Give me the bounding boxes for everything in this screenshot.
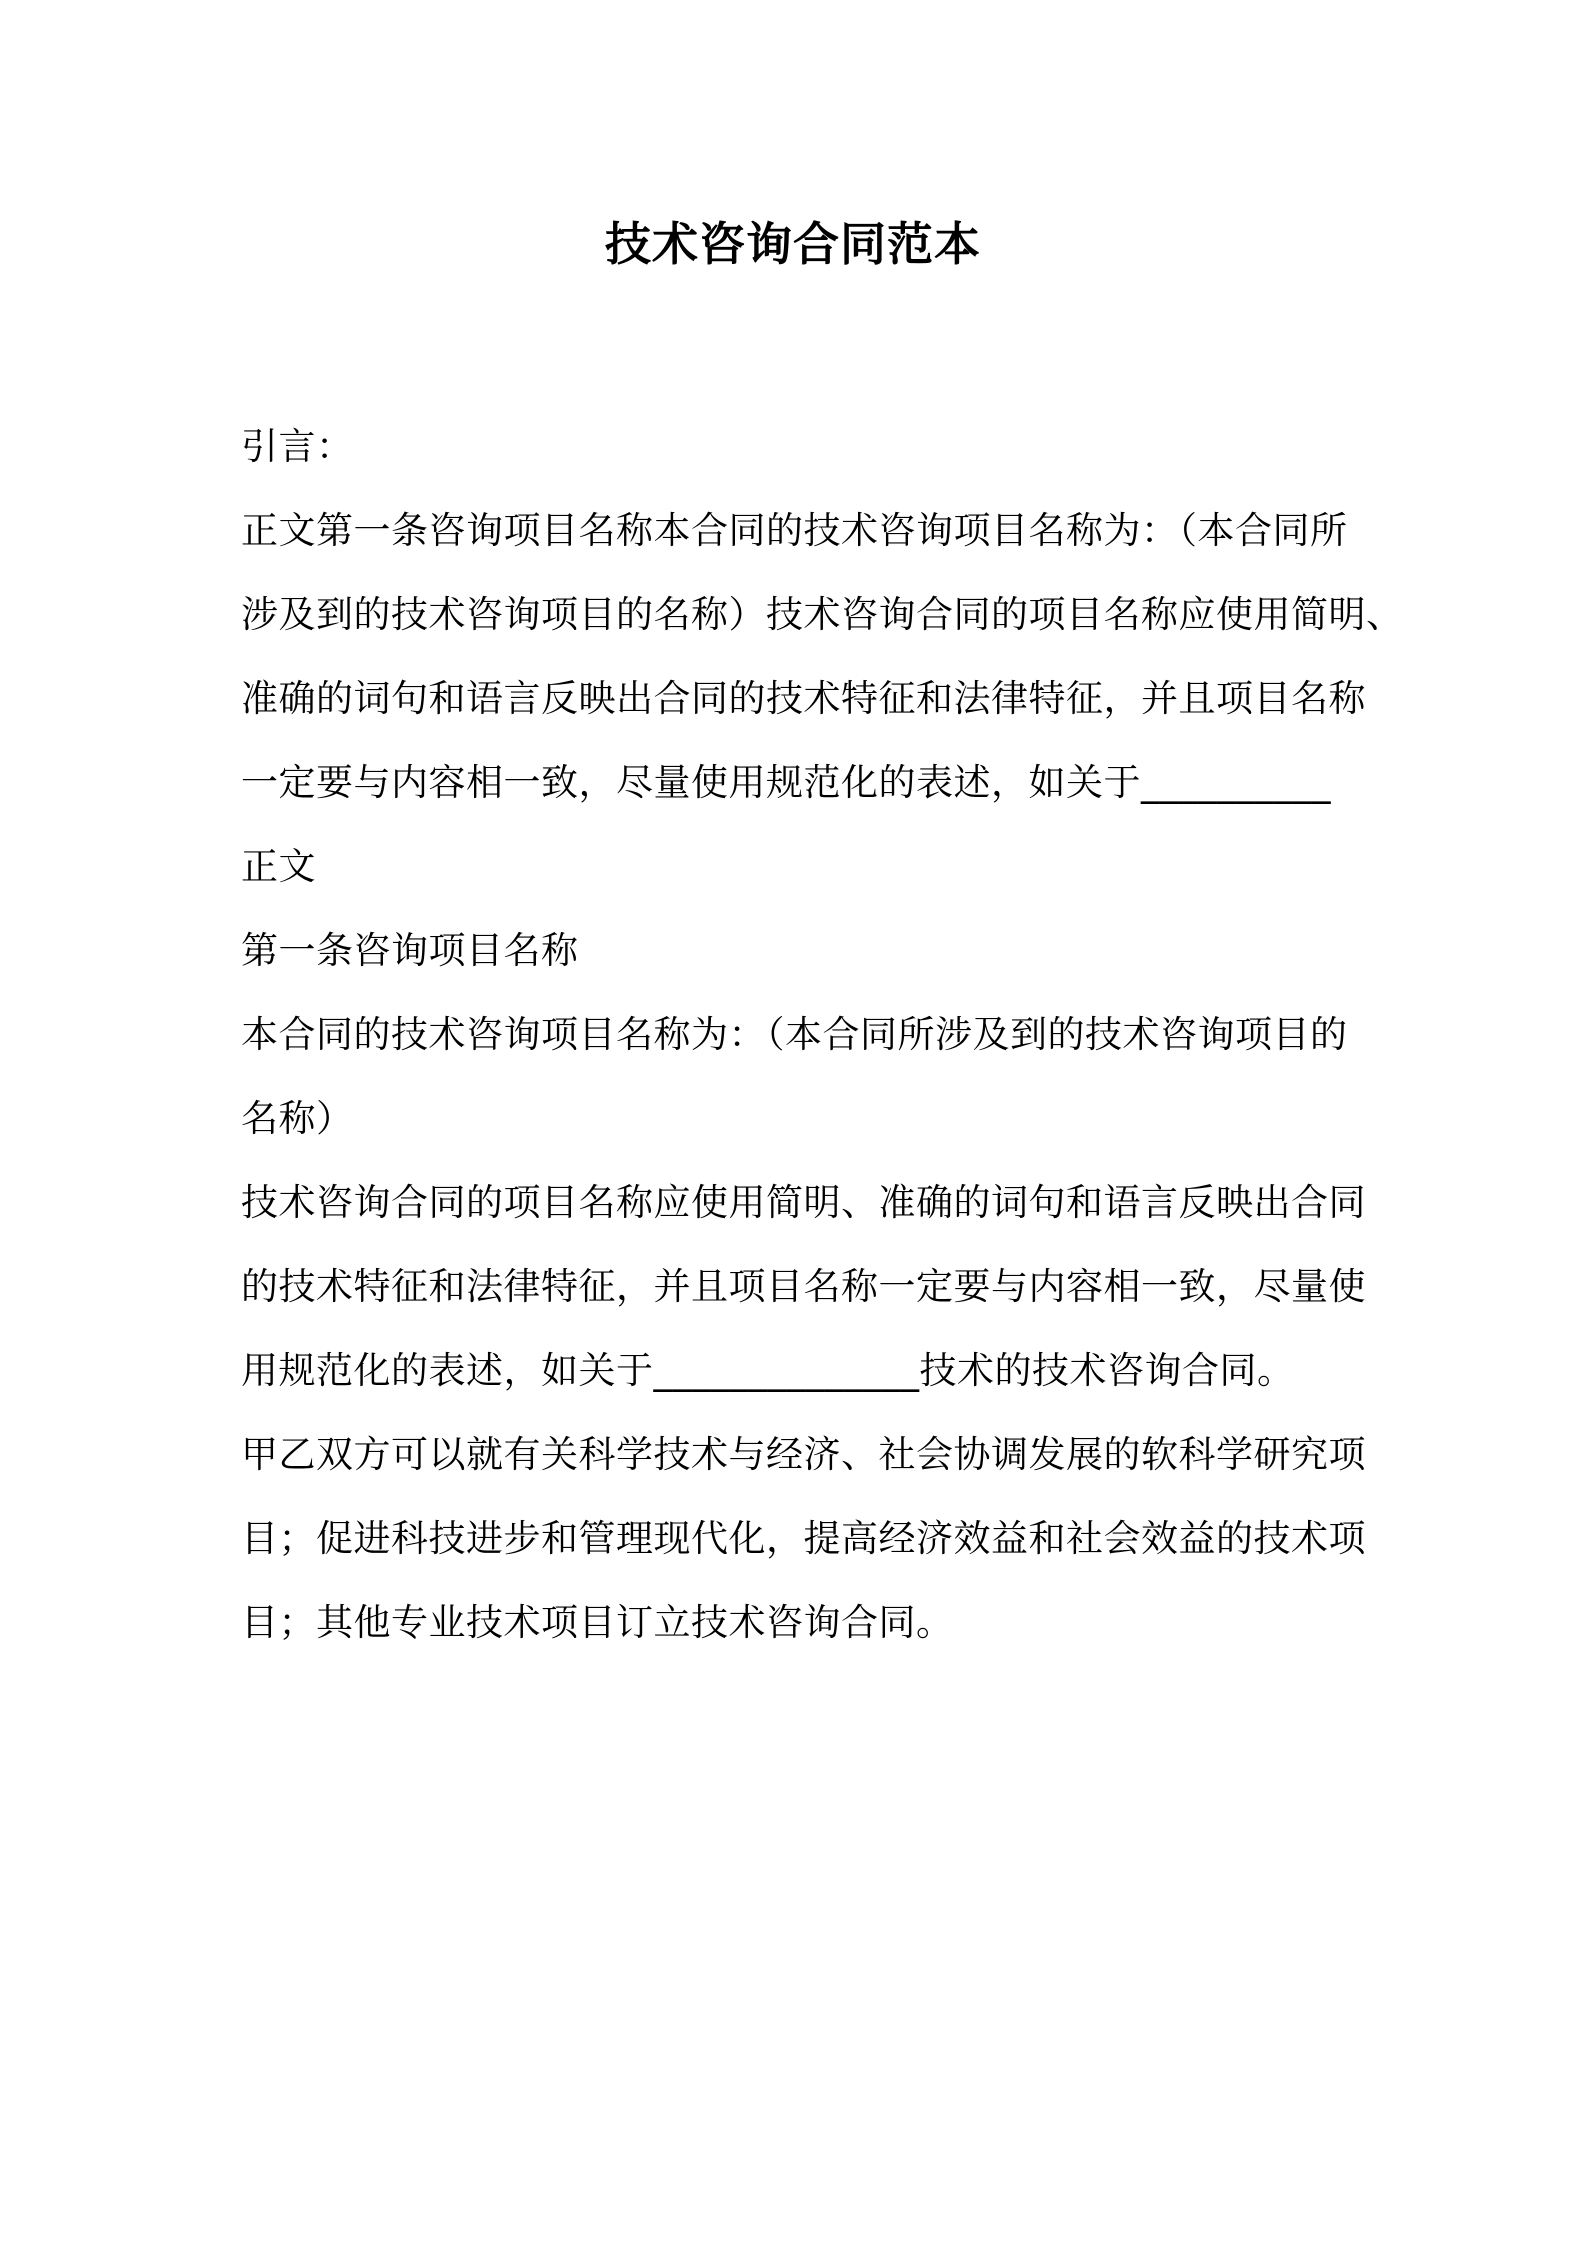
body-line: 名称） xyxy=(241,1097,354,1140)
body-line: 用规范化的表述，如关于______________技术的技术咨询合同。 xyxy=(241,1349,1295,1392)
body-line: 目；其他专业技术项目订立技术咨询合同。 xyxy=(241,1601,954,1644)
body-line-intro: 引言： xyxy=(241,425,354,468)
body-line: 涉及到的技术咨询项目的名称）技术咨询合同的项目名称应使用简明、 xyxy=(241,593,1404,636)
body-line: 准确的词句和语言反映出合同的技术特征和法律特征，并且项目名称 xyxy=(241,677,1366,720)
article-heading-1: 第一条咨询项目名称 xyxy=(241,929,579,972)
body-line: 的技术特征和法律特征，并且项目名称一定要与内容相一致，尽量使 xyxy=(241,1265,1366,1308)
body-line: 甲乙双方可以就有关科学技术与经济、社会协调发展的软科学研究项 xyxy=(241,1433,1366,1476)
body-line: 正文第一条咨询项目名称本合同的技术咨询项目名称为：（本合同所 xyxy=(241,509,1348,552)
document-title: 技术咨询合同范本 xyxy=(605,217,981,271)
body-line: 一定要与内容相一致，尽量使用规范化的表述，如关于__________ xyxy=(241,761,1331,804)
document-body xyxy=(241,405,1404,1665)
section-heading-main-text: 正文 xyxy=(241,845,316,888)
body-line: 技术咨询合同的项目名称应使用简明、准确的词句和语言反映出合同 xyxy=(241,1181,1366,1224)
body-line: 目；促进科技进步和管理现代化，提高经济效益和社会效益的技术项 xyxy=(241,1517,1366,1560)
body-line: 本合同的技术咨询项目名称为：（本合同所涉及到的技术咨询项目的 xyxy=(241,1013,1348,1056)
